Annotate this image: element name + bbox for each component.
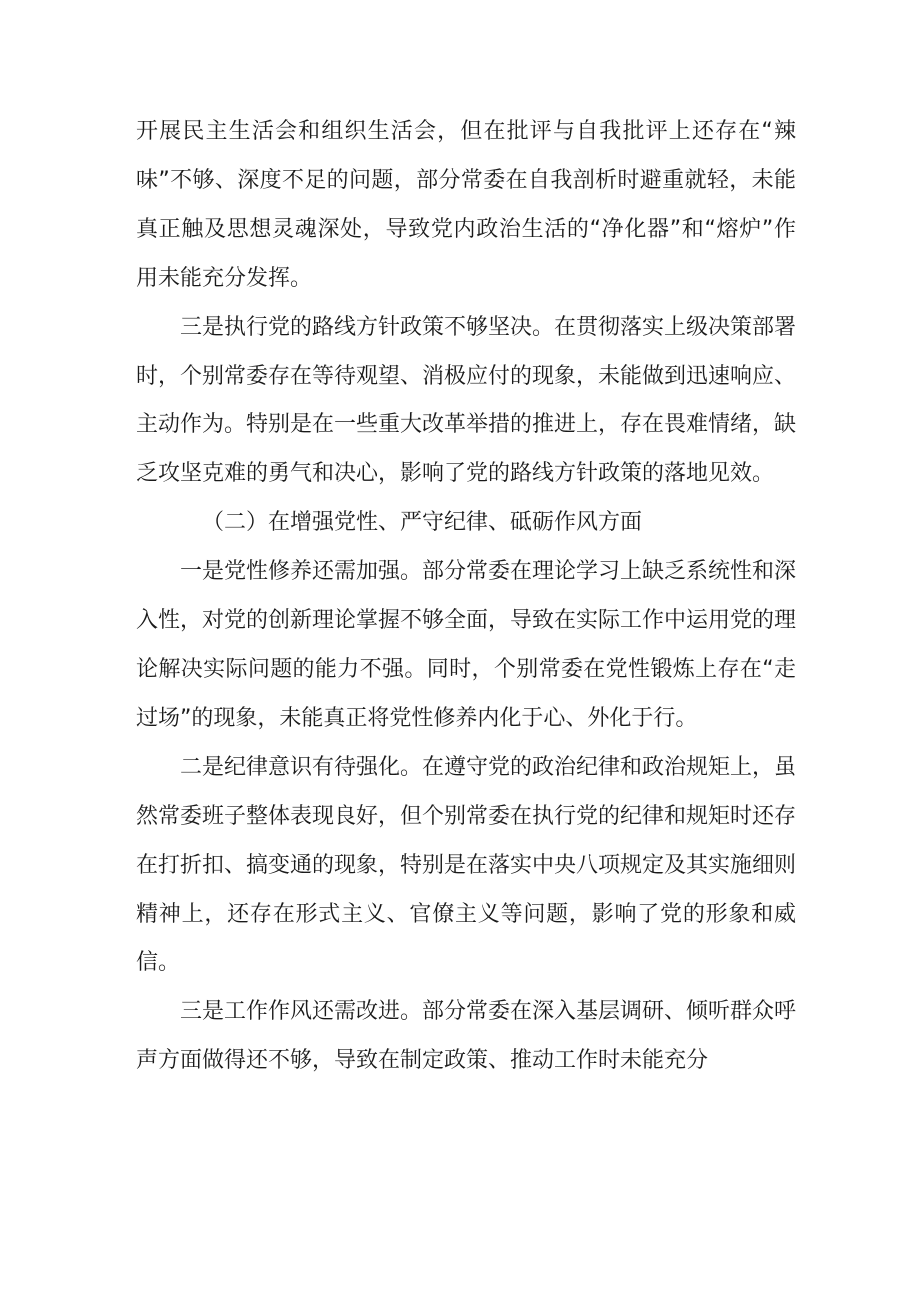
section-heading: （二）在增强党性、严守纪律、砥砺作风方面 — [202, 510, 643, 536]
paragraph-continuation: 开展民主生活会和组织生活会，但在批评与自我批评上还存在“辣味”不够、深度不足的问题，部分常委在自我剖析时避重就轻，未能真正触及思想灵魂深处，导致党内政治生活的“净化器”和“熔炉”作用未能充分发挥。 — [136, 119, 796, 291]
paragraph-item-two-discipline: 二是纪律意识有待强化。在遵守党的政治纪律和政治规矩上，虽然常委班子整体表现良好，但个别常委在执行党的纪律和规矩时还存在打折扣、搞变通的现象，特别是在落实中央八项规定及其实施细则精神上，还存在形式主义、官僚主义等问题，影响了党的形象和威信。 — [136, 754, 797, 976]
document-body — [136, 108, 796, 1086]
paragraph-item-one-party-spirit: 一是党性修养还需加强。部分常委在理论学习上缺乏系统性和深入性，对党的创新理论掌握不够全面，导致在实际工作中运用党的理论解决实际问题的能力不强。同时，个别常委在党性锻炼上存在“走过场”的现象，未能真正将党性修养内化于心、外化于行。 — [136, 559, 797, 731]
paragraph-item-three-work-style: 三是工作作风还需改进。部分常委在深入基层调研、倾听群众呼声方面做得还不够，导致在制定政策、推动工作时未能充分 — [136, 999, 797, 1074]
paragraph-item-three-execution: 三是执行党的路线方针政策不够坚决。在贯彻落实上级决策部署时，个别常委存在等待观望、消极应付的现象，未能做到迅速响应、主动作为。特别是在一些重大改革举措的推进上，存在畏难情绪，缺乏攻坚克难的勇气和决心，影响了党的路线方针政策的落地见效。 — [136, 314, 797, 487]
